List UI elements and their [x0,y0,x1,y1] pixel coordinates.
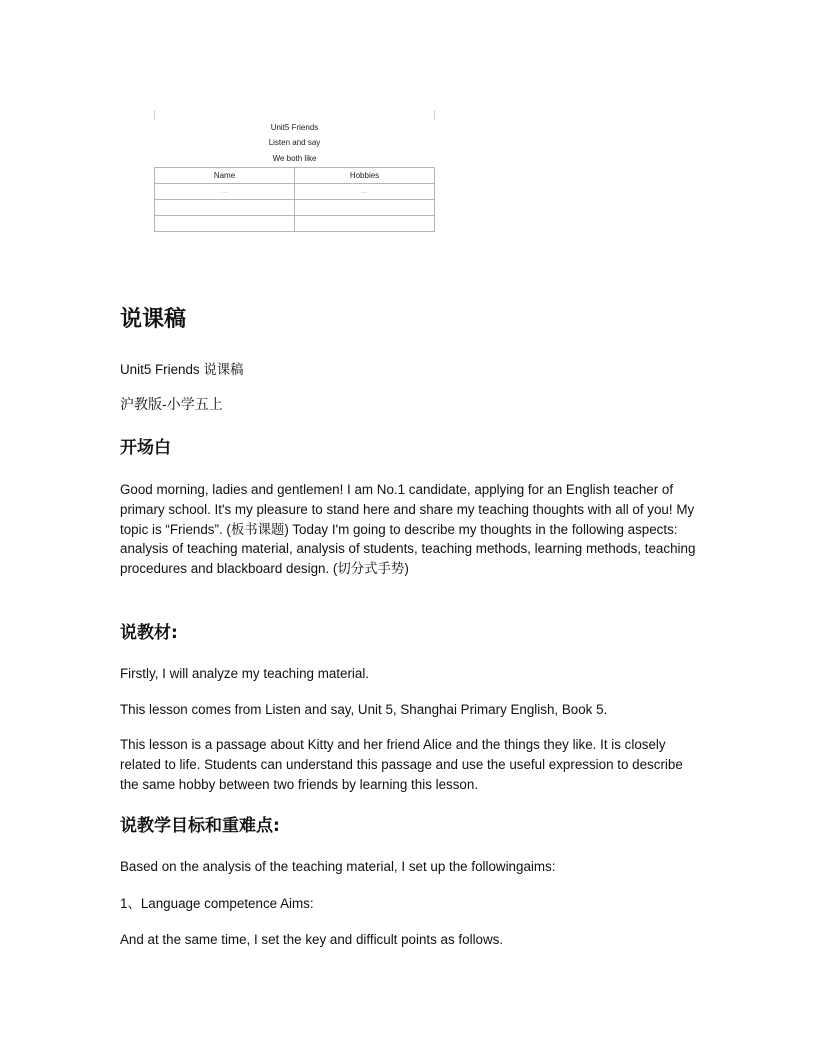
header-name: Name [155,168,295,184]
table-cell: … [155,184,295,200]
unit-line: Unit5 Friends 说课稿 [120,362,244,377]
table-header-row [155,168,435,184]
figure-line: We both like [272,154,317,163]
table-cell [295,216,435,232]
figure-subtitle: Listen and say [268,138,321,147]
material-paragraph-2: This lesson comes from Listen and say, Unit 5, Shanghai Primary English, Book 5. [120,702,608,717]
material-paragraph-3: This lesson is a passage about Kitty and her friend Alice and the things they like. It is closely related to life. Students can understand this passage and use the useful expression to describe the same hobby between two friends by learning this lesson. [120,737,683,792]
aims-paragraph-3: And at the same time, I set the key and difficult points as follows. [120,932,504,947]
table-row [155,216,435,232]
figure-edge-left [154,110,155,120]
lesson-figure [154,110,435,232]
table-row [155,184,435,200]
section-heading-aims: 说教学目标和重难点: [120,816,280,836]
table-cell [155,216,295,232]
opening-paragraph: Good morning, ladies and gentlemen! I am No.1 candidate, applying for an English teacher of primary school. It's my pleasure to stand here and share my teaching thoughts with all of you! My topic is “Friends”. (板书课题) Today I'm going to describe my thoughts in the following aspects: analysis of teaching material, analysis of students, teaching methods, learning methods, teaching procedures and blackboard design. (切分式手势) [120,482,696,577]
table-cell [155,200,295,216]
table-row [155,200,435,216]
aims-paragraph-1: Based on the analysis of the teaching material, I set up the followingaims: [120,859,556,874]
material-paragraph-1: Firstly, I will analyze my teaching material. [120,666,370,681]
section-heading-material: 说教材: [120,623,178,643]
figure-edge-right [434,110,435,120]
hobbies-table [154,167,435,232]
figure-title: Unit5 Friends [270,123,319,132]
page-title: 说课稿 [120,307,187,332]
section-heading-opening: 开场白 [120,438,171,458]
edition-line: 沪教版-小学五上 [120,397,223,413]
table-cell: … [295,184,435,200]
aims-paragraph-2: 1、Language competence Aims: [120,896,314,911]
table-cell [295,200,435,216]
header-hobbies: Hobbies [295,168,435,184]
